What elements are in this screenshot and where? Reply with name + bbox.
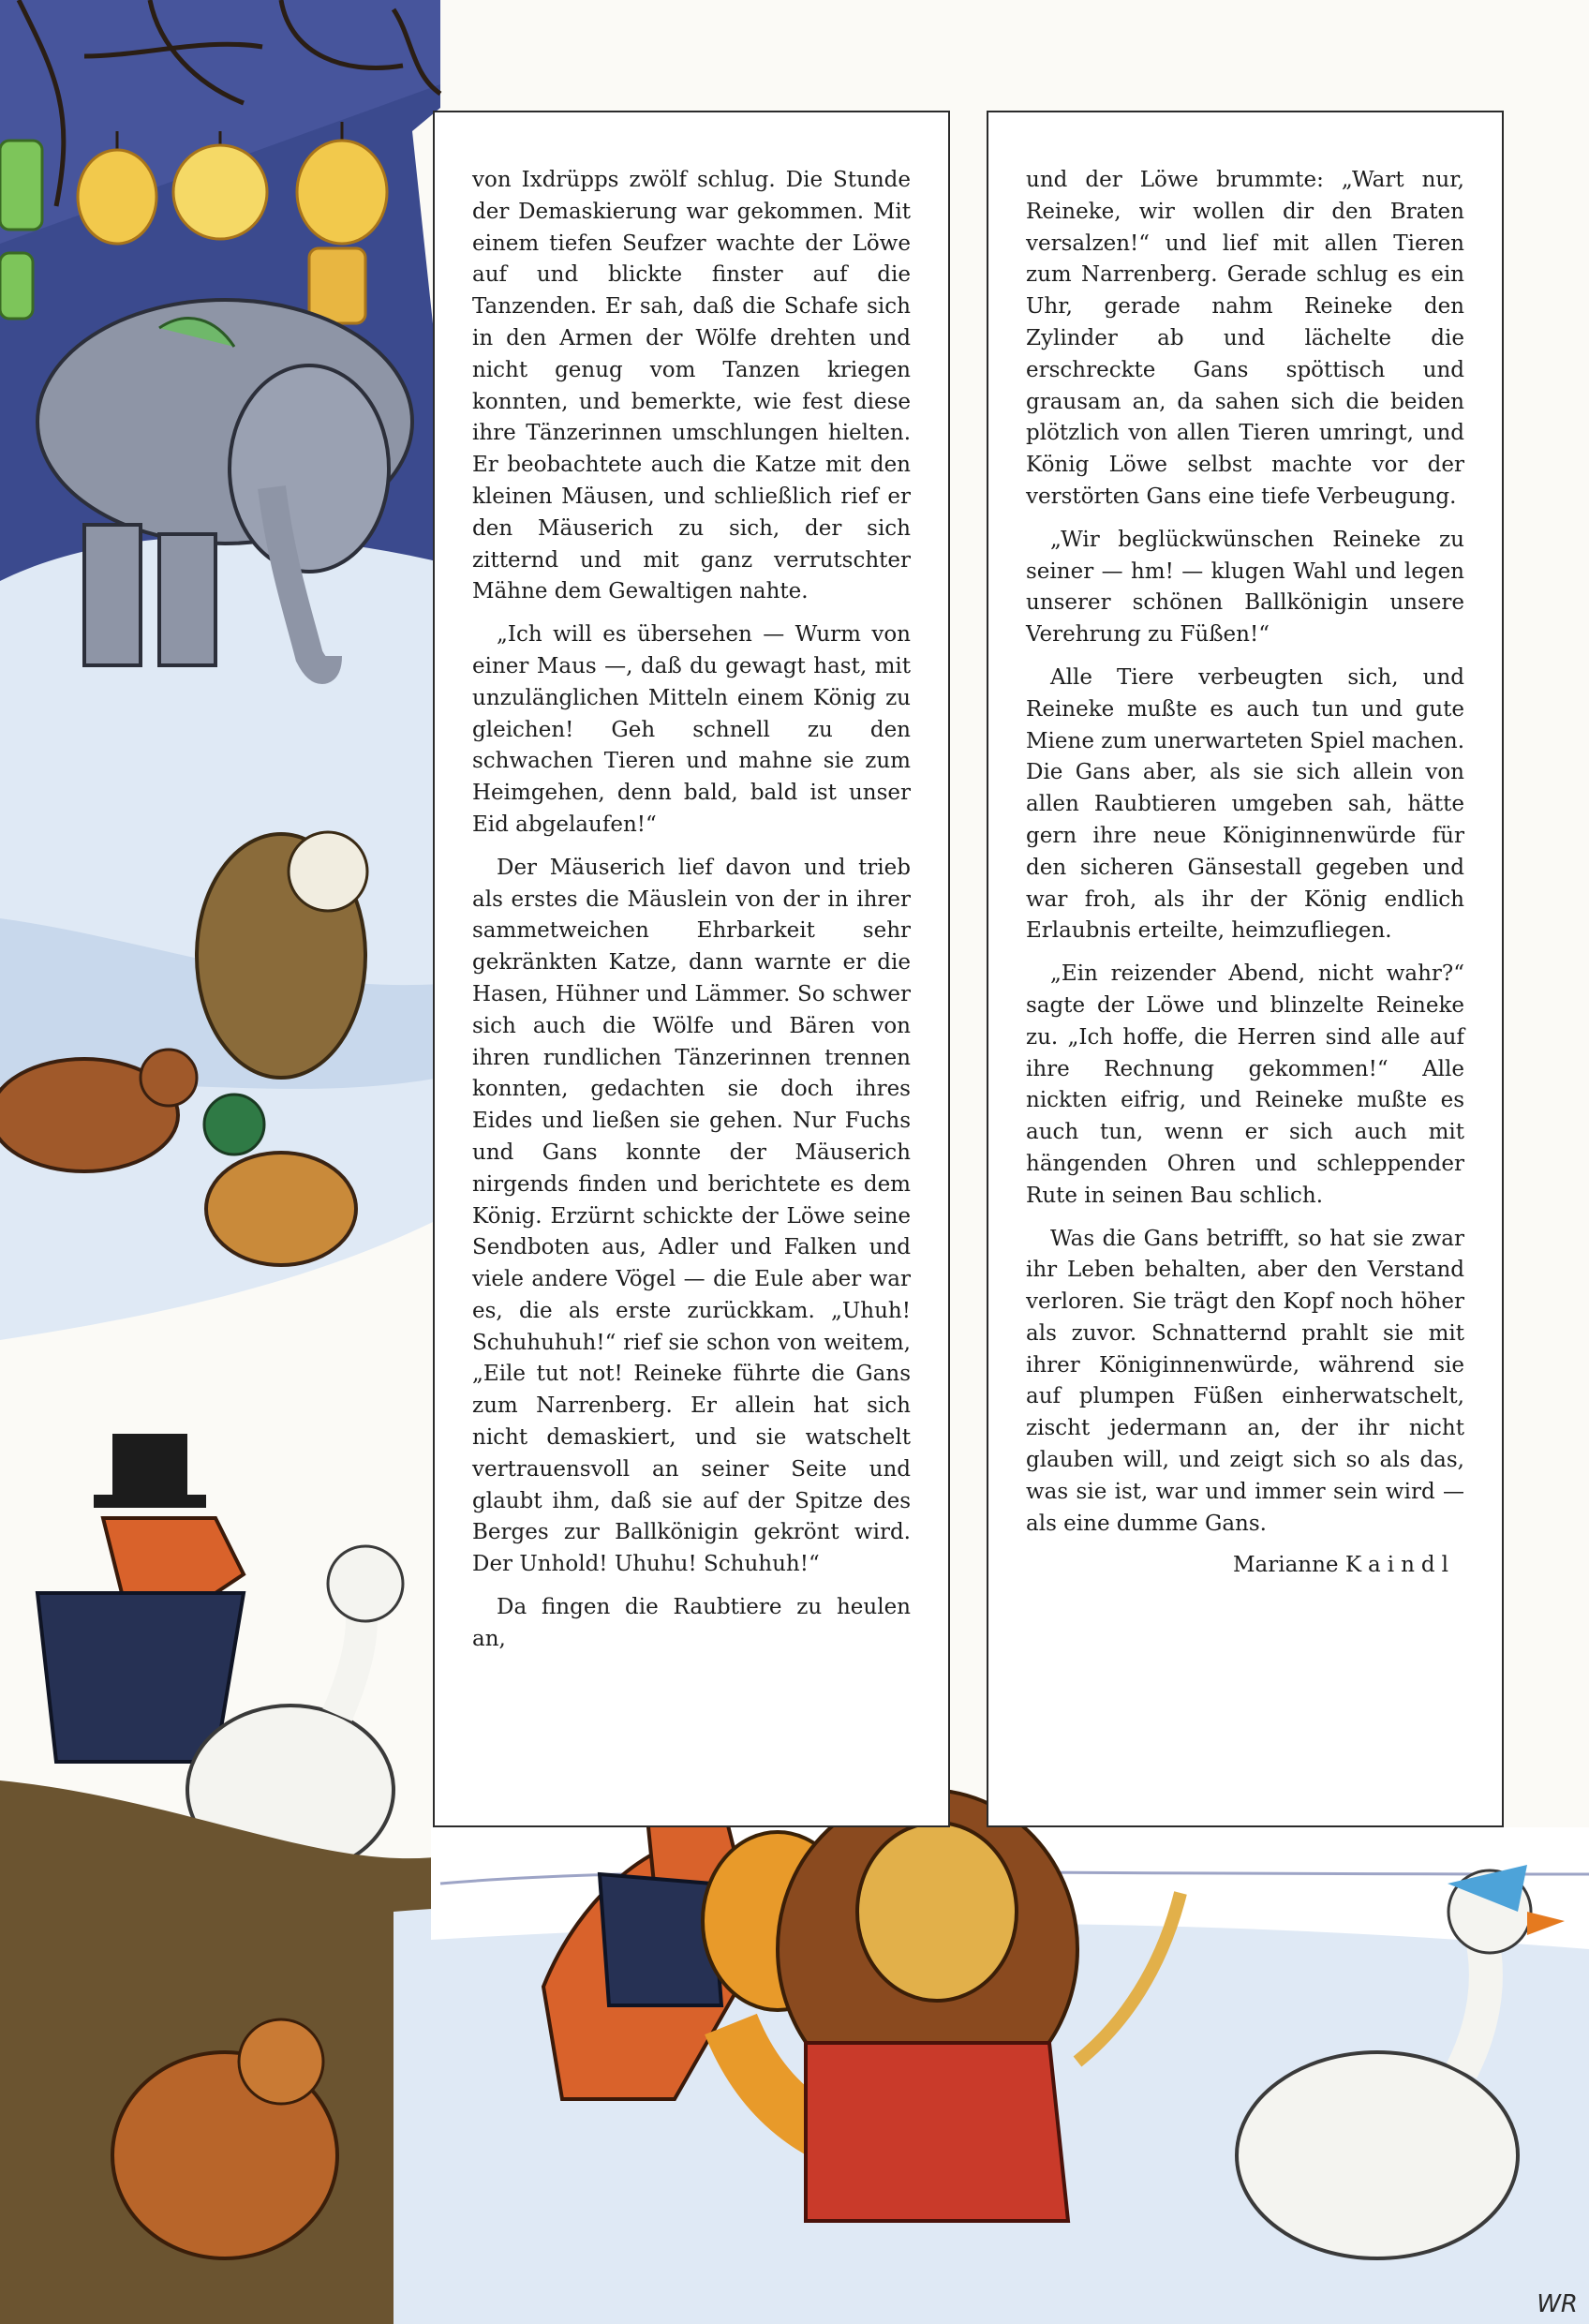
text-column-left <box>433 111 950 1827</box>
paragraph: Alle Tiere verbeugten sich, und Reineke mußte es auch tun und gute Miene zum unerwarteten Spiel machen. Die Gans aber, als sie sich allein von allen Raubtieren umgeben sah, hätte gern ihre neue Königinnenwürde für den sicheren Gänsestall gegeben und war froh, als ihr der König endlich Erlaubnis erteilte, heimzufliegen. <box>1026 664 1464 944</box>
author-byline <box>1026 1553 1464 1577</box>
paragraph: Der Mäuserich lief davon und trieb als erstes die Mäuslein von der in ihrer sammetweichen Ehrbarkeit sehr gekränkten Katze, dann warnte er die Hasen, Hühner und Lämmer. So schwer sich auch die Wölfe und Bären von ihren rundlichen Tänzerinnen trennen konnten, gedachten sie doch ihres Eides und ließen sie gehen. Nur Fuchs und Gans konnte der Mäuserich nirgends finden und berichtete es dem König. Erzürnt schickte der Löwe seine Sendboten aus, Adler und Falken und viele andere Vögel — die Eule aber war es, die als erste zurückkam. „Uhuh! Schuhuhuh!“ rief sie schon von weitem, „Eile tut not! Reineke führte die Gans zum Narrenberg. Er allein hat sich nicht demaskiert, und sie watschelt vertrauensvoll an seiner Seite und glaubt ihm, daß sie auf der Spitze des Berges zur Ballkönigin gekrönt wird. Der Unhold! Uhuhu! Schuhuh!“ <box>472 855 911 1577</box>
lantern-yellow <box>78 150 156 244</box>
hedgehog-creature <box>197 832 367 1078</box>
paragraph: „Wir beglückwünschen Reineke zu seiner — hm! — klugen Wahl und legen unserer schönen Ballkönigin unsere Verehrung zu Füßen!“ <box>1026 527 1464 648</box>
paragraph: von Ixdrüpps zwölf schlug. Die Stunde der Demaskierung war gekommen. Mit einem tiefen Seufzer wachte der Löwe auf und blickte finster auf die Tanzenden. Er sah, daß die Schafe sich in den Armen der Wölfe drehten und nicht genug vom Tanzen kriegen konnten, und bemerkte, wie fest diese ihre Tänzerinnen umschlungen hielten. Er beobachtete auch die Katze mit den kleinen Mäusen, und schließlich rief er den Mäuserich zu sich, der sich zitternd und mit ganz verrutschter Mähne dem Gewaltigen nahte. <box>472 168 911 604</box>
lantern-green <box>0 253 33 319</box>
text-column-right <box>987 111 1504 1827</box>
author-last-name: Kaindl <box>1344 1553 1455 1578</box>
lantern-yellow <box>173 145 267 239</box>
paragraph: und der Löwe brummte: „Wart nur, Reineke, wir wollen dir den Braten versalzen!“ und lief mit allen Tieren zum Narrenberg. Gerade schlug es ein Uhr, gerade nahm Reineke den Zylinder ab und lächelte die erschreckte Gans spöttisch und grausam an, da sahen sich die beiden plötzlich von allen Tieren umringt, und König Löwe selbst machte vor der verstörten Gans eine tiefe Verbeugung. <box>1026 168 1464 509</box>
author-first-name: Marianne <box>1232 1553 1339 1578</box>
paragraph: Da fingen die Raubtiere zu heulen an, <box>472 1595 911 1651</box>
artist-signature: WR <box>1537 2290 1578 2318</box>
lantern-yellow <box>309 248 365 323</box>
lantern-green <box>0 141 42 230</box>
paragraph: Was die Gans betrifft, so hat sie zwar ihr Leben behalten, aber den Verstand verloren. Sie trägt den Kopf noch höher als zuvor. Schnatternd prahlt sie mit ihrer Königinnenwürde, während sie auf plumpen Füßen einherwatschelt, zischt jedermann an, der ihr nicht glauben will, und zeigt sich so als das, was sie ist, war und immer sein wird — als eine dumme Gans. <box>1026 1226 1464 1536</box>
lantern-yellow <box>297 141 387 244</box>
paragraph: „Ich will es übersehen — Wurm von einer Maus —, daß du gewagt hast, mit unzulänglichen Mitteln einem König zu gleichen! Geh schnell zu den schwachen Tieren und mahne sie zum Heimgehen, denn bald, bald ist unser Eid abgelaufen!“ <box>472 622 911 837</box>
paragraph: „Ein reizender Abend, nicht wahr?“ sagte der Löwe und blinzelte Reineke zu. „Ich hoffe, die Herren sind alle auf ihre Rechnung gekommen!“ Alle nickten eifrig, und Reineke mußte es auch tun, wenn er sich auch mit hängenden Ohren und schleppender Rute in seinen Bau schlich. <box>1026 961 1464 1208</box>
fox-in-top-hat <box>37 1434 244 1762</box>
